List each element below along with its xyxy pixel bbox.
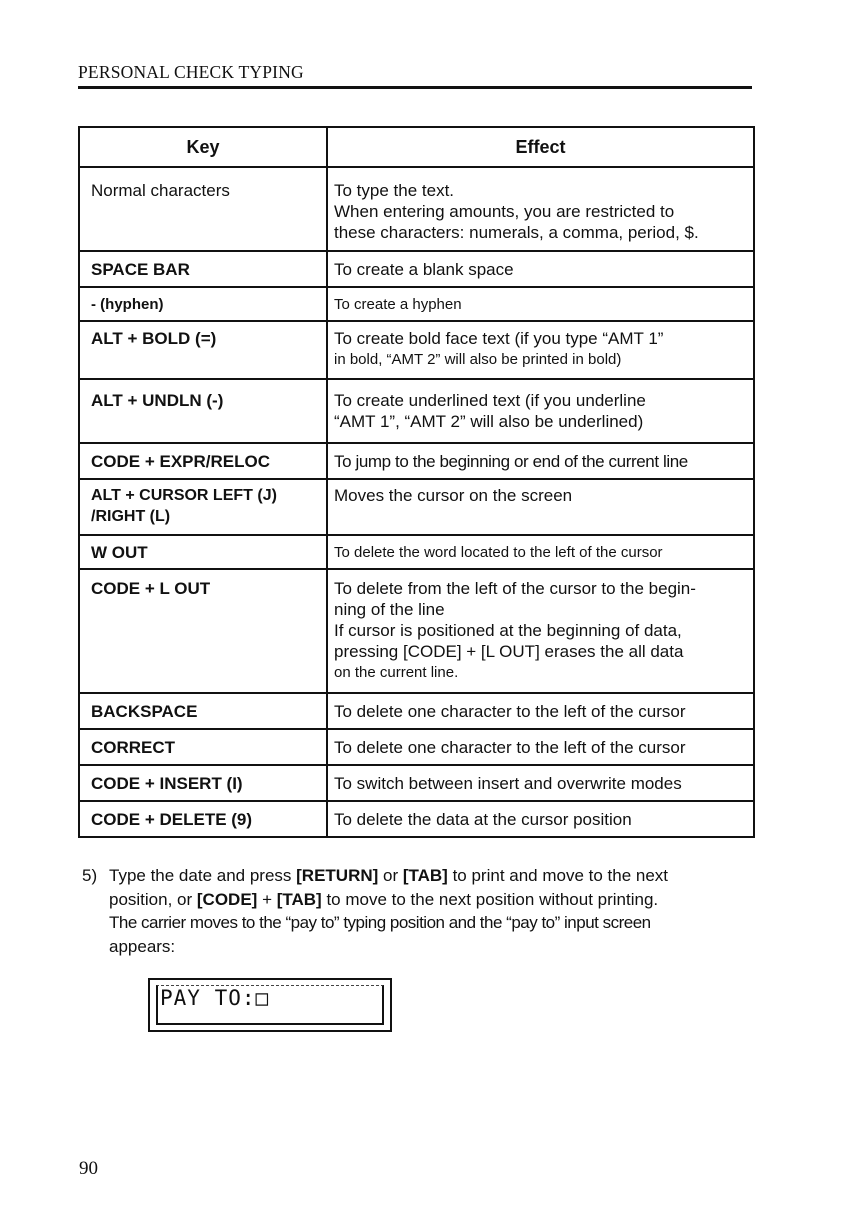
table-row	[79, 443, 754, 479]
table-header-row	[79, 127, 754, 167]
table-row	[79, 167, 754, 251]
effect-cell: To type the text. When entering amounts, you are restricted to these characters: numerals, a comma, period, $.	[327, 167, 754, 251]
table-row	[79, 693, 754, 729]
step-body: Type the date and press [RETURN] or [TAB] to print and move to the next position, or [CODE] + [TAB] to move to the next position without printing. The carrier moves to the “pay to” typing position and the “pay to” input screen appears:	[109, 866, 669, 956]
key-column-header: Key	[79, 127, 327, 167]
lcd-display	[148, 978, 392, 1032]
key-cell: ALT + CURSOR LEFT (J) /RIGHT (L)	[79, 479, 327, 535]
table-row	[79, 729, 754, 765]
table-row	[79, 801, 754, 837]
return-key-ref: [RETURN]	[296, 866, 379, 885]
key-cell: BACKSPACE	[79, 693, 327, 729]
effect-cell: To create a hyphen	[327, 287, 754, 321]
key-effect-table	[78, 126, 755, 838]
table-row	[79, 535, 754, 569]
code-key-ref: [CODE]	[196, 889, 258, 909]
key-cell: ALT + BOLD (=)	[79, 321, 327, 379]
table-row	[79, 379, 754, 443]
key-cell: CORRECT	[79, 729, 327, 765]
step-5-instruction	[82, 864, 762, 958]
key-cell: W OUT	[79, 535, 327, 569]
key-cell: Normal characters	[79, 167, 327, 251]
table-row	[79, 287, 754, 321]
effect-cell: To delete the word located to the left of the cursor	[327, 535, 754, 569]
table-row	[79, 569, 754, 693]
step-number: 5)	[82, 866, 98, 885]
tab-key-ref: [TAB]	[402, 866, 448, 885]
effect-cell: To delete one character to the left of the cursor	[327, 729, 754, 765]
effect-cell: To delete from the left of the cursor to the begin- ning of the line If cursor is positioned at the beginning of data, pressing [CODE] + [L OUT] erases the all data on the current line.	[327, 569, 754, 693]
section-title: PERSONAL CHECK TYPING	[78, 62, 304, 82]
table-row	[79, 321, 754, 379]
section-header	[78, 62, 752, 89]
effect-cell: To create a blank space	[327, 251, 754, 287]
effect-cell: To switch between insert and overwrite modes	[327, 765, 754, 801]
table-row	[79, 765, 754, 801]
effect-column-header: Effect	[327, 127, 754, 167]
key-cell: CODE + DELETE (9)	[79, 801, 327, 837]
effect-cell: To delete one character to the left of the cursor	[327, 693, 754, 729]
effect-cell: Moves the cursor on the screen	[327, 479, 754, 535]
effect-cell: To create underlined text (if you underline “AMT 1”, “AMT 2” will also be underlined)	[327, 379, 754, 443]
key-cell: ALT + UNDLN (-)	[79, 379, 327, 443]
key-cell: CODE + L OUT	[79, 569, 327, 693]
tab-key-ref: [TAB]	[276, 889, 322, 909]
key-cell: CODE + INSERT (I)	[79, 765, 327, 801]
page-number: 90	[79, 1158, 98, 1179]
lcd-text: PAY TO:□	[160, 986, 270, 1010]
table-row	[79, 251, 754, 287]
key-cell: - (hyphen)	[79, 287, 327, 321]
key-cell: CODE + EXPR/RELOC	[79, 443, 327, 479]
table-row	[79, 479, 754, 535]
effect-cell: To delete the data at the cursor position	[327, 801, 754, 837]
key-cell: SPACE BAR	[79, 251, 327, 287]
effect-cell: To create bold face text (if you type “AMT 1” in bold, “AMT 2” will also be printed in bold)	[327, 321, 754, 379]
effect-cell: To jump to the beginning or end of the current line	[327, 443, 754, 479]
